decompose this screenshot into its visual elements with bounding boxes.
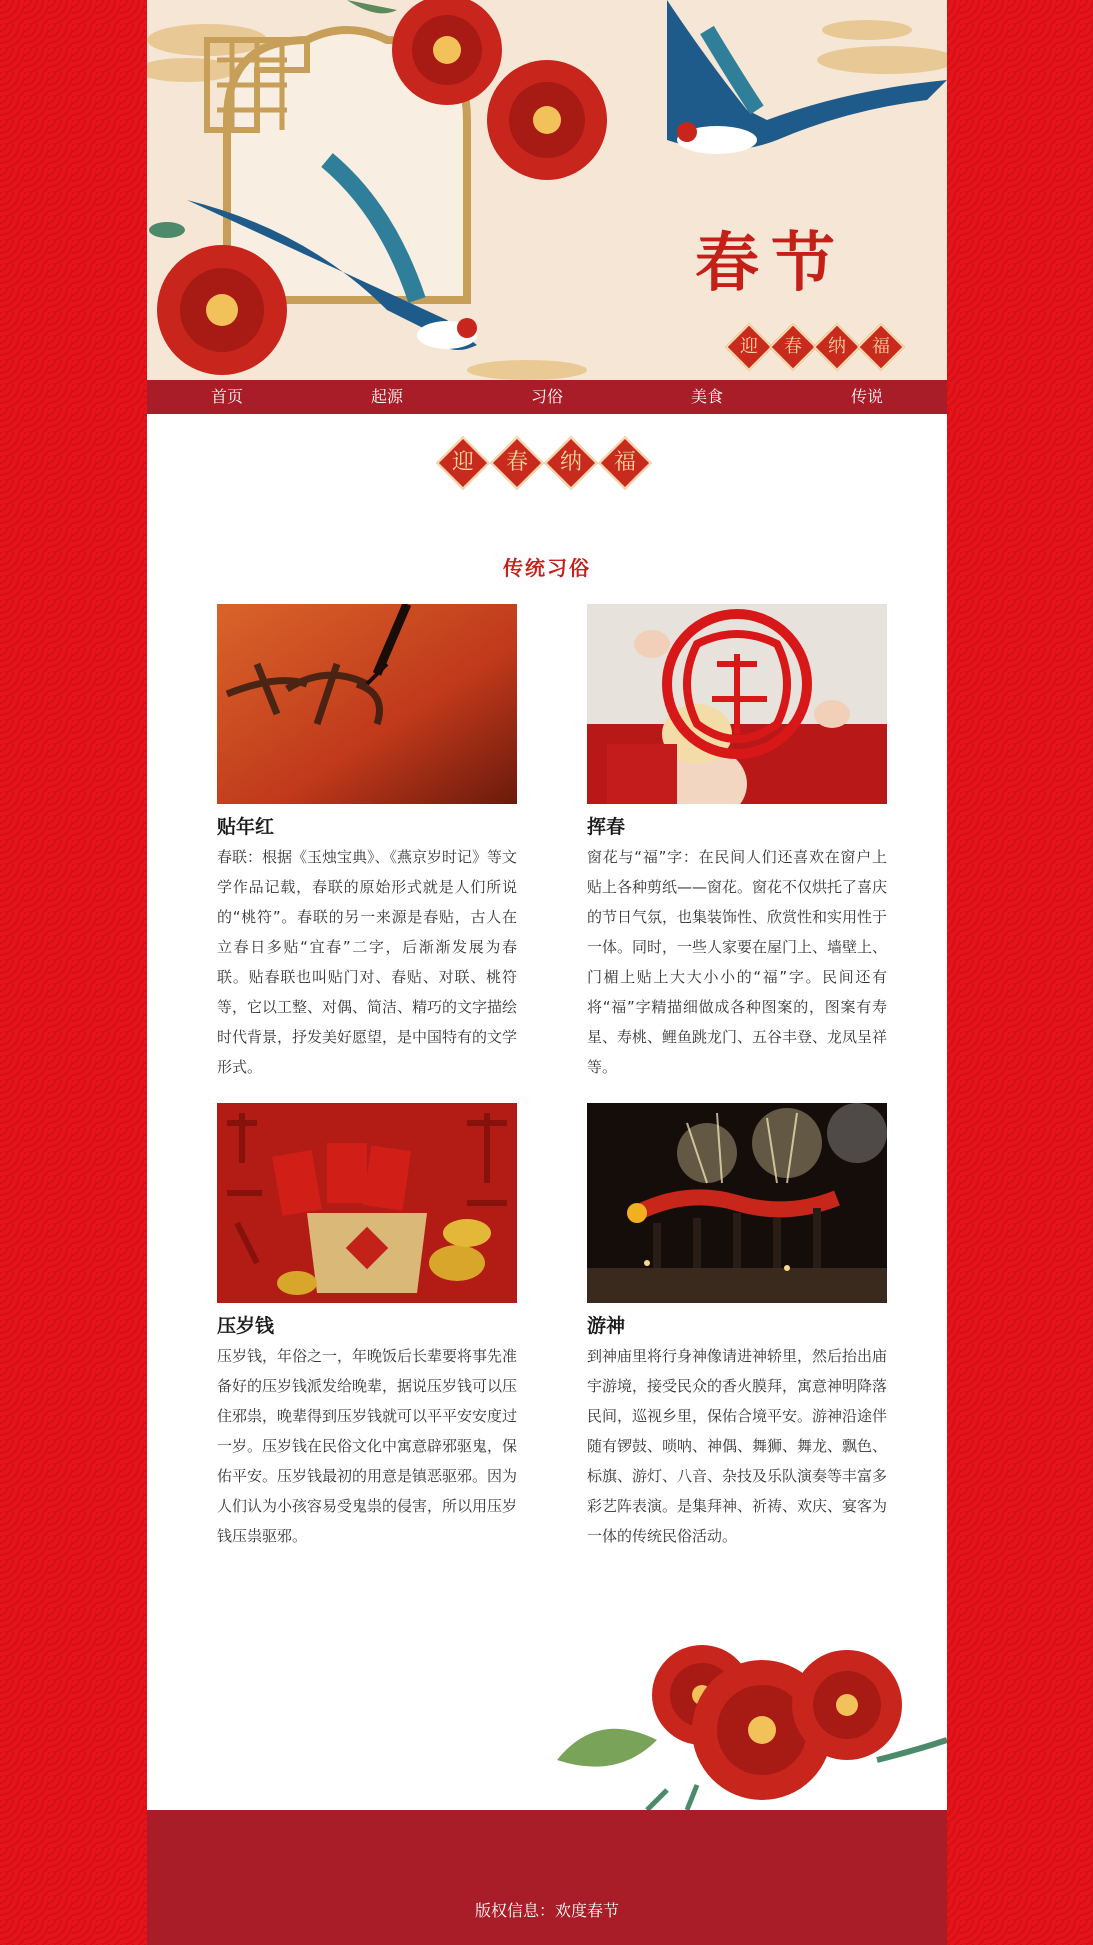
custom-card (587, 604, 887, 1082)
card-title: 贴年红 (217, 816, 275, 838)
nav-item-home[interactable]: 首页 (210, 387, 243, 406)
section-diamond-char: 春 (505, 450, 528, 475)
banner-diamond-char: 春 (784, 336, 802, 357)
peony-decoration (547, 1620, 947, 1810)
paper-cutting-image (587, 604, 887, 804)
calligraphy-image (217, 604, 517, 804)
custom-card (217, 604, 517, 1082)
card-text: 压岁钱，年俗之一，年晚饭后长辈要将事先准备好的压岁钱派发给晚辈，据说压岁钱可以压住邪祟，晚辈得到压岁钱就可以平平安安度过一岁。压岁钱在民俗文化中寓意辟邪驱鬼，保佑平安。压岁钱最初的用意是镇恶驱邪。因为人们认为小孩容易受鬼祟的侵害，所以用压岁钱压祟驱邪。 (217, 1347, 518, 1545)
card-text: 春联：根据《玉烛宝典》、《燕京岁时记》等文学作品记载，春联的原始形式就是人们所说的“桃符”。春联的另一来源是春贴，古人在立春日多贴“宜春”二字，后渐渐发展为春联。贴春联也叫贴门对、春贴、对联、桃符等，它以工整、对偶、简洁、精巧的文字描绘时代背景，抒发美好愿望，是中国特有的文学形式。 (217, 848, 518, 1076)
nav-item-customs[interactable]: 习俗 (530, 387, 563, 406)
section-blessing-diamonds (436, 434, 658, 488)
nav-item-food[interactable]: 美食 (690, 387, 723, 406)
nav-item-legends[interactable]: 传说 (850, 387, 883, 406)
banner-diamond-char: 福 (872, 336, 890, 357)
banner-blessing-diamonds (725, 322, 905, 372)
section-title: 传统习俗 (503, 556, 591, 580)
section-diamond-char: 迎 (451, 450, 474, 475)
procession-image (587, 1103, 887, 1303)
card-text: 到神庙里将行身神像请进神轿里，然后抬出庙宇游境，接受民众的香火膜拜，寓意神明降落民间，巡视乡里，保佑合境平安。游神沿途伴随有锣鼓、唢呐、神偶、舞狮、舞龙、飘色、标旗、游灯、八音、杂技及乐队演奏等丰富多彩艺阵表演。是集拜神、祈祷、欢庆、宴客为一体的传统民俗活动。 (587, 1347, 888, 1545)
custom-card (587, 1103, 887, 1551)
banner-title: 春节 (695, 226, 847, 301)
banner-diamond-char: 纳 (828, 336, 846, 357)
copyright-text: 版权信息：欢度春节 (474, 1901, 619, 1920)
custom-card (217, 1103, 517, 1551)
card-text: 窗花与“福”字：在民间人们还喜欢在窗户上贴上各种剪纸——窗花。窗花不仅烘托了喜庆的节日气氛，也集装饰性、欣赏性和实用性于一体。同时，一些人家要在屋门上、墙壁上、门楣上贴上大大小小的“福”字。民间还有将“福”字精描细做成各种图案的，图案有寿星、寿桃、鲤鱼跳龙门、五谷丰登、龙凤呈祥等。 (587, 848, 888, 1076)
card-title: 挥春 (587, 816, 626, 838)
card-title: 压岁钱 (217, 1315, 275, 1337)
banner (147, 0, 947, 380)
page-container (147, 0, 947, 1945)
swallow-right (667, 0, 947, 154)
red-envelope-image (217, 1103, 517, 1303)
section-diamond-char: 福 (613, 450, 636, 475)
banner-diamond-char: 迎 (740, 336, 758, 357)
main-nav (147, 380, 947, 414)
card-title: 游神 (587, 1315, 626, 1337)
footer (147, 1810, 947, 1945)
nav-item-origin[interactable]: 起源 (370, 387, 403, 406)
section-diamond-char: 纳 (559, 450, 582, 475)
